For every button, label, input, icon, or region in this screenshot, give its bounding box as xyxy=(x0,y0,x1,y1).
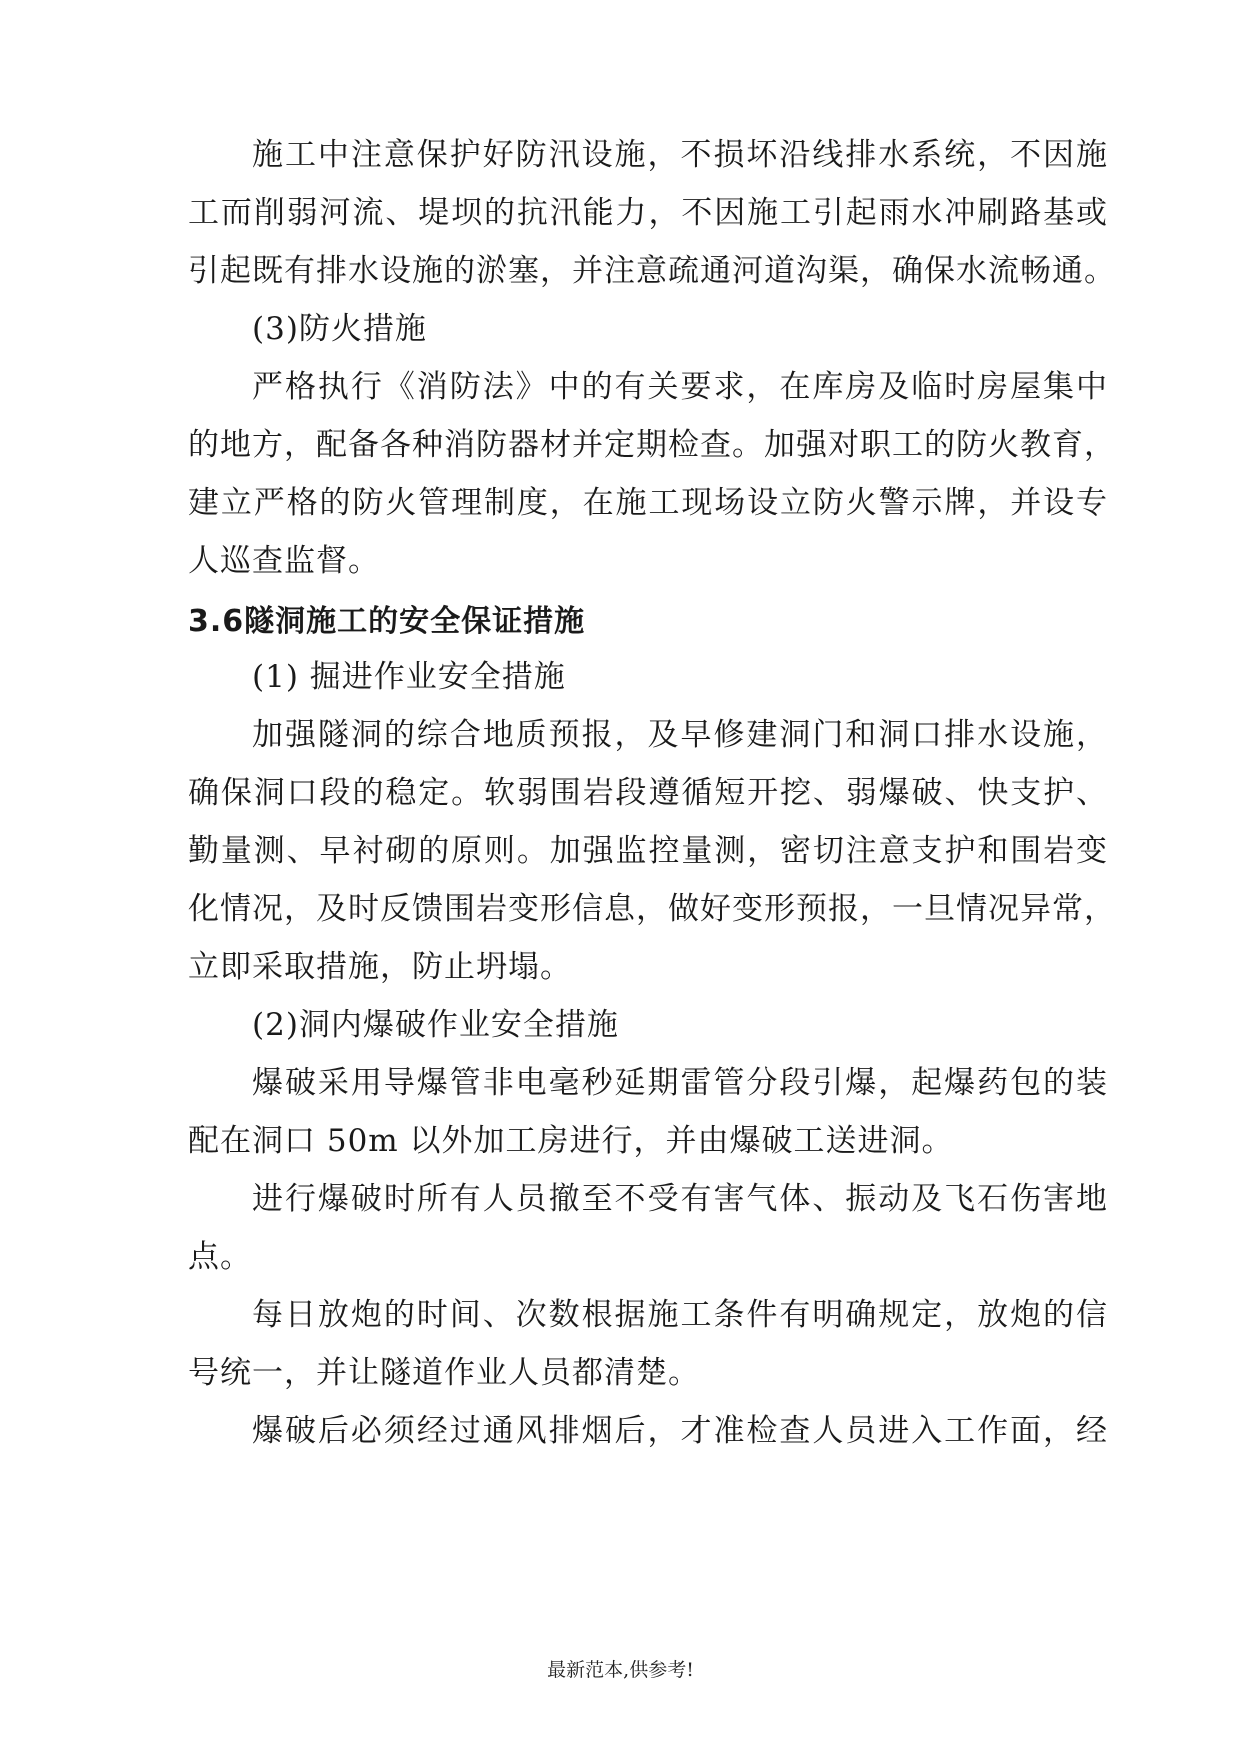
body-text-line: 爆破采用导爆管非电毫秒延期雷管分段引爆，起爆药包的装 xyxy=(252,1065,1108,1101)
sub-heading: (3)防火措施 xyxy=(252,311,427,347)
body-text-line: 进行爆破时所有人员撤至不受有害气体、振动及飞石伤害地 xyxy=(252,1181,1108,1217)
body-text-line: 工而削弱河流、堤坝的抗汛能力，不因施工引起雨水冲刷路基或 xyxy=(188,195,1108,231)
body-text-line: 建立严格的防火管理制度，在施工现场设立防火警示牌，并设专 xyxy=(188,485,1108,521)
body-text-line: 施工中注意保护好防汛设施，不损坏沿线排水系统，不因施 xyxy=(252,137,1108,173)
page-footer: 最新范本,供参考! xyxy=(547,1659,694,1681)
body-text-line: 点。 xyxy=(188,1239,252,1275)
body-text-line: 号统一，并让隧道作业人员都清楚。 xyxy=(188,1355,700,1391)
body-text-line: 加强隧洞的综合地质预报，及早修建洞门和洞口排水设施， xyxy=(252,717,1108,753)
body-text-line: 引起既有排水设施的淤塞，并注意疏通河道沟渠，确保水流畅通。 xyxy=(188,253,1116,289)
sub-heading: (1) 掘进作业安全措施 xyxy=(252,659,566,695)
body-text-line: 勤量测、早衬砌的原则。加强监控量测，密切注意支护和围岩变 xyxy=(188,833,1108,869)
body-text-line: 确保洞口段的稳定。软弱围岩段遵循短开挖、弱爆破、快支护、 xyxy=(188,775,1108,811)
body-text-line: 化情况，及时反馈围岩变形信息，做好变形预报，一旦情况异常， xyxy=(188,891,1116,927)
body-text-line: 配在洞口 50m 以外加工房进行，并由爆破工送进洞。 xyxy=(188,1123,954,1159)
body-text-line: 每日放炮的时间、次数根据施工条件有明确规定，放炮的信 xyxy=(252,1297,1108,1333)
section-heading: 3.6隧洞施工的安全保证措施 xyxy=(188,604,586,639)
body-text-line: 立即采取措施，防止坍塌。 xyxy=(188,949,572,985)
body-text-line: 的地方，配备各种消防器材并定期检查。加强对职工的防火教育， xyxy=(188,427,1116,463)
body-text-line: 严格执行《消防法》中的有关要求，在库房及临时房屋集中 xyxy=(252,369,1108,405)
body-text-line: 爆破后必须经过通风排烟后，才准检查人员进入工作面，经 xyxy=(252,1413,1108,1449)
body-text-line: 人巡查监督。 xyxy=(188,543,380,579)
sub-heading: (2)洞内爆破作业安全措施 xyxy=(252,1007,619,1043)
